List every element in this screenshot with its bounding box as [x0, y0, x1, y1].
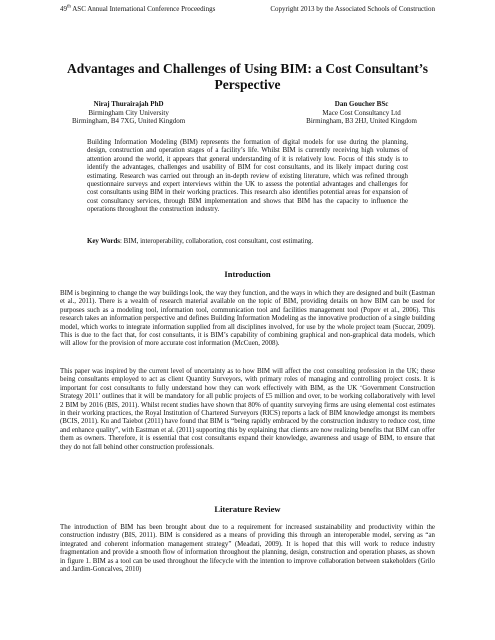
header-conference: 49th ASC Annual International Conference Proceedings	[60, 4, 216, 13]
author-affiliation: Mace Cost Consultancy Ltd	[322, 108, 401, 117]
author-1	[72, 100, 185, 126]
keywords	[87, 238, 408, 246]
section-heading-introduction: Introduction	[224, 269, 271, 279]
author-2	[306, 100, 417, 126]
paragraph: BIM is beginning to change the way buildings look, the way they function, and the ways in which they are designed and built (Eastman et al., 2011). There is a wealth of research material available on the topic of BIM, providing details on how BIM can be used for purposes such as a modeling tool, information tool, communication tool and facilities management tool (Popov et al., 2006). This research takes an information perspective and defines Building Information Modeling as the innovative production of a single building model, which works to integrate information supplied from all disciplines involved, for use by the whole project team (Succar, 2009). This is due to the fact that, for cost consultants, it is BIM’s capability of combining graphical and non-graphical data models, which will allow for the provision of more accurate cost information (McCuen, 2008).	[60, 290, 435, 348]
section-heading-literature-review: Literature Review	[214, 504, 281, 514]
paragraph: This paper was inspired by the current level of uncertainty as to how BIM will affect the cost consulting profession in the UK; these being consultants employed to act as client Quantity Surveyors, with primary roles of managing and controlling project costs. It is important for cost consultants to fully understand how they can work effectively with BIM, as the UK ‘Government Construction Strategy 2011’ outlines that it will be mandatory for all public projects of £5 million and over, to be working collaboratively with level 2 BIM by 2016 (BIS, 2011). Whilst recent studies have shown that 80% of quantity surveying firms are using elemental cost estimates in their working practices, the Royal Institution of Chartered Surveyors (RICS) reports a lack of BIM knowledge amongst its members (BCIS, 2011). Ku and Taiebot (2011) have found that BIM is “being rapidly embraced by the construction industry to reduce cost, time and enhance quality”, with Eastman et al. (2011) supporting this by explaining that clients are now realizing benefits that BIM can offer them as owners. Therefore, it is essential that cost consultants expand their knowledge, awareness and usage of BIM, to ensure that they do not fall behind other construction professionals.	[60, 368, 435, 451]
paper-title: Advantages and Challenges of Using BIM: a Cost Consultant’s Perspective	[66, 61, 429, 92]
author-name: Dan Goucher BSc	[334, 100, 389, 108]
header-copyright: Copyright 2013 by the Associated Schools of Construction	[270, 5, 435, 13]
author-address: Birmingham, B3 2HJ, United Kingdom	[306, 117, 417, 125]
abstract: Building Information Modeling (BIM) represents the formation of digital models for use during the planning, design, construction and operation stages of a facility’s life. Whilst BIM is currently receiving high volumes of attention around the world, it appears that general understanding of it is relatively low. Focus of this study is to identify the advantages, challenges and usability of BIM for cost consultants, and its likely impact during cost estimating. Research was carried out through an in-depth review of existing literature, which was refined through questionnaire surveys and expert interviews within the UK to assess the potential advantages and challenges for cost consultants using BIM in their working practices. This research also identifies potential areas for expansion of cost consultancy services, through BIM implementation and shows that BIM has the capacity to influence the operations throughout the construction industry.	[87, 139, 408, 214]
author-block	[60, 100, 435, 126]
running-header	[60, 5, 435, 14]
paragraph: The introduction of BIM has been brought about due to a requirement for increased sustainability and productivity within the construction industry (BIS, 2011). BIM is considered as a means of providing this through an interoperable model, serving as “an integrated and coherent information management strategy” (Meadati, 2009). It is hoped that this will work to reduce industry fragmentation and provide a smooth flow of information throughout the planning, design, construction and operation phases, as shown in figure 1. BIM as a tool can be used throughout the lifecycle with the intention to improve collaboration between stakeholders (Grilo and Jardim-Goncalves, 2010)	[60, 524, 435, 574]
keywords-text: : BIM, interoperability, collaboration, cost consultant, cost estimating.	[120, 238, 314, 245]
author-address: Birmingham, B4 7XG, United Kingdom	[72, 117, 186, 125]
author-name: Niraj Thurairajah PhD	[93, 100, 164, 108]
keywords-label: Key Words	[87, 238, 120, 245]
author-affiliation: Birmingham City University	[88, 108, 169, 117]
